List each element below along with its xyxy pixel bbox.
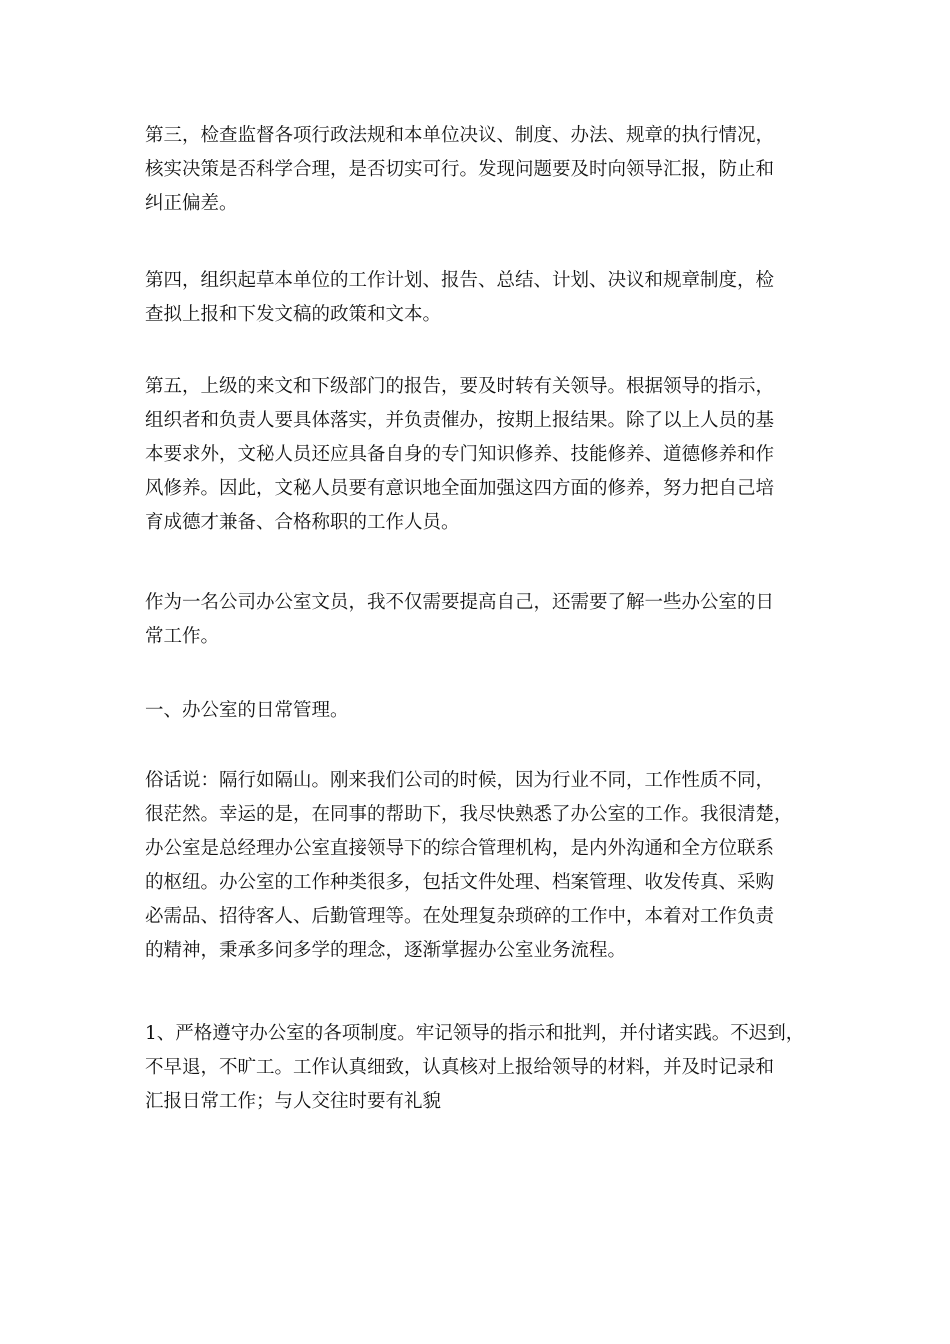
paragraph-item-one [145,1017,804,1119]
text-line: 很茫然。幸运的是，在同事的帮助下，我尽快熟悉了办公室的工作。我很清楚， [145,804,793,825]
text-line: 常工作。 [145,626,220,647]
text-line: 风修养。因此，文秘人员要有意识地全面加强这四方面的修养，努力把自己培 [145,478,775,499]
paragraph-fourth [145,264,774,332]
text-line: 一、办公室的日常管理。 [145,700,349,721]
text-line: 查拟上报和下发文稿的政策和文本。 [145,304,442,325]
text-line: 组织者和负责人要具体落实，并负责催办，按期上报结果。除了以上人员的基 [145,410,775,431]
text-line: 本要求外，文秘人员还应具备自身的专门知识修养、技能修养、道德修养和作 [145,444,775,465]
text-line: 汇报日常工作；与人交往时要有礼貌 [145,1091,442,1112]
text-line: 第五，上级的来文和下级部门的报告，要及时转有关领导。根据领导的指示， [145,376,775,397]
text-line: 第三，检查监督各项行政法规和本单位决议、制度、办法、规章的执行情况， [145,125,775,146]
text-line: 必需品、招待客人、后勤管理等。在处理复杂琐碎的工作中，本着对工作负责 [145,906,775,927]
text-line: 第四，组织起草本单位的工作计划、报告、总结、计划、决议和规章制度，检 [145,270,775,291]
text-line: 俗话说：隔行如隔山。刚来我们公司的时候，因为行业不同，工作性质不同， [145,770,775,791]
text-line: 不早退，不旷工。工作认真细致，认真核对上报给领导的材料，并及时记录和 [145,1057,775,1078]
text-line: 纠正偏差。 [145,193,238,214]
text-line: 作为一名公司办公室文员，我不仅需要提高自己，还需要了解一些办公室的日 [145,592,775,613]
text-line: 的精神，秉承多问多学的理念，逐渐掌握办公室业务流程。 [145,940,627,961]
text-line: 1、严格遵守办公室的各项制度。牢记领导的指示和批判，并付诸实践。不迟到， [145,1023,805,1044]
text-line: 办公室是总经理办公室直接领导下的综合管理机构，是内外沟通和全方位联系 [145,838,775,859]
paragraph-proverb [145,764,793,968]
paragraph-fifth [145,370,774,540]
text-line: 的枢纽。办公室的工作种类很多，包括文件处理、档案管理、收发传真、采购 [145,872,775,893]
text-line: 核实决策是否科学合理，是否切实可行。发现问题要及时向领导汇报，防止和 [145,159,775,180]
section-heading [145,694,349,728]
paragraph-intro [145,586,774,654]
text-line: 育成德才兼备、合格称职的工作人员。 [145,512,460,533]
paragraph-third [145,119,774,221]
